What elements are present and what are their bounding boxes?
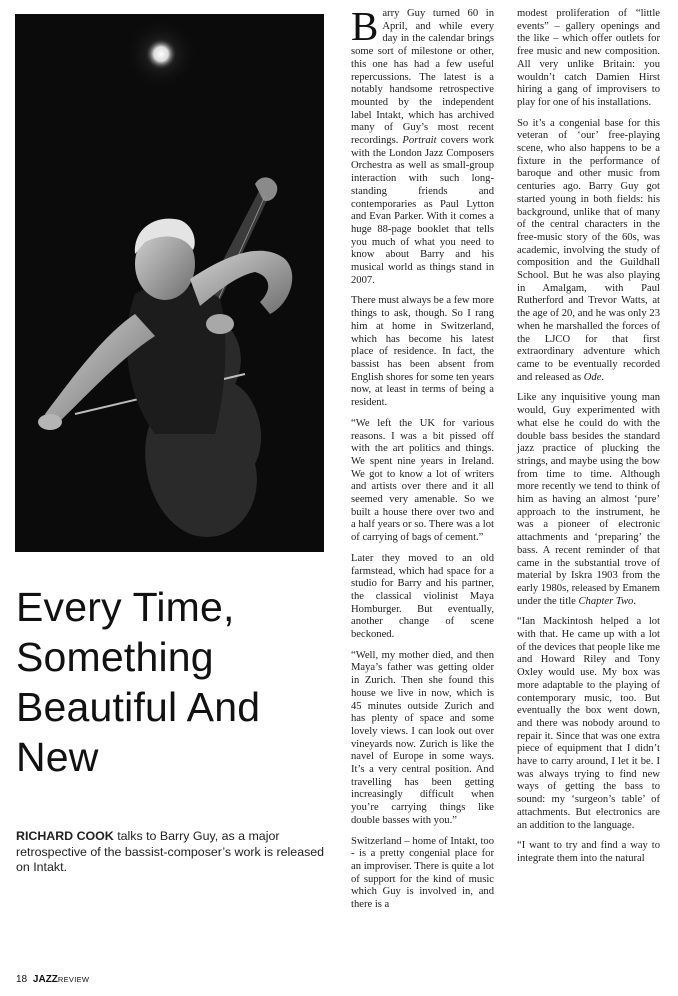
paragraph: Switzerland – home of Intakt, too - is a pretty congenial place for an improviser. There is quite a lot of support for the kind of music which Guy is involved in, and there is a — [351, 835, 494, 911]
paragraph — [351, 3, 495, 287]
paragraph: “Ian Mackintosh helped a lot with that. He came up with a lot of the devices that people like me and Howard Riley and Tony Oxley would use. My box was more adaptable to the playing of contemporary music, too. But eventually the box went down, and there was nobody around to repair it. Since that was one extra piece of equipment that I didn’t have to carry around, I let it be. I was always trying to find new ways of getting the bass to sound: my ‘surgeon’s table’ of attachments. But electronics are an addition to the language. — [517, 616, 660, 831]
right-hand — [206, 314, 234, 334]
article-column-2 — [517, 8, 660, 874]
paragraph-text: Like any inquisitive young man would, Guy experimented with what else he could do with the double bass besides the standard jazz practice of plucking the strings, and maybe using the bow from time to time. Although more recently we tend to think of him as having an almost ‘pure’ approach to the instrument, he was a pioneer of electronic attachments and ‘preparing’ the bass. A recent reminder of that came in the substantial trove of material by Iskra 1903 from the early 1980s, released by Emanem under the title — [517, 392, 660, 607]
headline-line: Something — [16, 634, 214, 680]
photo-illustration — [15, 14, 324, 552]
article-column-1 — [351, 3, 495, 920]
paragraph-text: . — [633, 595, 636, 607]
article-photo — [15, 14, 324, 552]
magazine-name — [33, 974, 89, 985]
album-title: Chapter Two — [578, 595, 634, 607]
paragraph: There must always be a few more things to ask, though. So I rang him at home in Switzerland, which has become his latest place of residence. In fact, the bassist has been absent from English shores for some ten years now, at least in terms of being a resident. — [351, 295, 494, 409]
paragraph-text: covers work with the London Jazz Composers Orchestra as well as small-group interaction with such long-standing friends and contemporaries as Paul Lytton and Evan Parker. With it comes a huge 88-page booklet that tells you much of what you need to know about Barry and his musical world as things stand in 2007. — [351, 135, 495, 286]
magazine-name-main: JAZZ — [32, 974, 58, 985]
drop-cap: B — [351, 3, 379, 49]
headline-line: New — [16, 734, 99, 780]
paragraph: “We left the UK for various reasons. I was a bit pissed off with the art politics and things. We spent nine years in Ireland. We got to know a lot of writers and artists over there and it all seemed very amenable. So we built a house there over two and a half years or so. There was a lot of carrying of bags of cement.” — [351, 417, 494, 544]
magazine-name-suffix: REVIEW — [57, 975, 90, 984]
album-title: Portrait — [402, 135, 437, 147]
paragraph — [517, 118, 660, 385]
headline — [16, 582, 334, 782]
standfirst-text: talks to Barry Guy, as a major retrospective of the bassist-composer’s work is released on Intakt. — [16, 829, 325, 874]
paragraph-text: . — [601, 371, 605, 383]
album-title: Ode — [583, 371, 602, 383]
byline-author: RICHARD COOK — [16, 829, 114, 843]
paragraph: “Well, my mother died, and then Maya’s father was getting older in Zurich. Then she found this house we live in now, which is 45 minutes outside Zurich and has plenty of space and some lovely views. I can look out over vineyards now. Zurich is like the navel of Europe in some ways. It’s a very central position. And travelling has been getting increasingly difficult when you’re carrying things like double basses with you.” — [351, 649, 494, 826]
paragraph-text: arry Guy turned 60 in April, and while every day in the calendar brings some sort of milestone or other, this one has had a few useful repercussions. The latest is a notably handsome retrospective mounted by the independent label Intakt, which has archived many of Guy’s most recent recordings. — [351, 8, 494, 147]
headline-line: Every Time, — [16, 584, 235, 630]
paragraph — [517, 392, 660, 608]
headline-line: Beautiful And — [16, 684, 261, 730]
standfirst — [16, 829, 326, 876]
page-footer — [16, 974, 89, 985]
left-hand — [38, 414, 62, 430]
paragraph: Later they moved to an old farmstead, which had space for a studio for Barry and his partner, the classical violinist Maya Homburger. But eventually, another change of scene beckoned. — [351, 552, 494, 641]
paragraph: modest proliferation of “little events” – gallery openings and the like – which offer outlets for free music and new composition. All very unlike Britain: you wouldn’t catch Damien Hirst hiring a gang of improvisers to play for one of his installations. — [517, 8, 660, 108]
paragraph: “I want to try and find a way to integrate them into the natural — [517, 840, 660, 864]
stage-light — [145, 38, 177, 70]
paragraph-text: So it’s a congenial base for this veteran of ‘our’ free-playing scene, who also happens to be a fixture in the performance of baroque and other music from centuries ago. Barry Guy got started young in both fields: his background, unlike that of many of the central characters in the free-music story of the 60s, was academic, involving the study of composition and the Guildhall School. But he was also playing in Amalgam, with Paul Rutherford and Trevor Watts, at the age of 20, and he was only 23 when he marshalled the forces of the LJCO for that first extraordinary adventure which came to be eventually recorded and released as — [517, 117, 660, 383]
page-number: 18 — [16, 974, 28, 985]
